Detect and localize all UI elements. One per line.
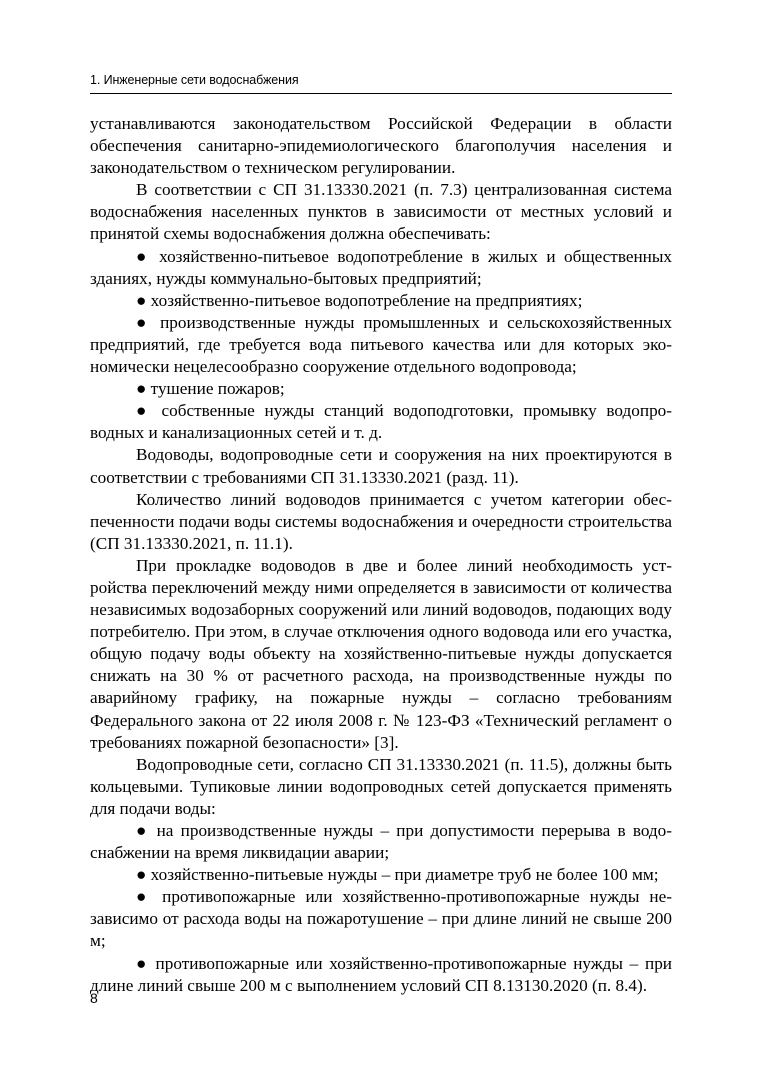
bullet-item: ● собственные нужды станций водоподготовки, промывку водопроводных и канализационных сетей и т. д. <box>90 401 672 443</box>
body-text <box>90 113 672 997</box>
bullet-item: ● противопожарные или хозяйственно-противопожарные нужды независимо от расхода воды на пожаротушение – при длине линий не свыше 200 м; <box>90 887 672 951</box>
paragraph: Водоводы, водопроводные сети и сооружения на них проектируются в соответствии с требованиями СП 31.13330.2021 (разд. 11). <box>90 445 672 487</box>
header-rule <box>90 93 672 94</box>
paragraph: Количество линий водоводов принимается с учетом категории обеспеченности подачи воды системы водоснабжения и очередности строительства (СП 31.13330.2021, п. 11.1). <box>90 489 672 553</box>
bullet-item: ● хозяйственно-питьевое водопотребление в жилых и общественных зданиях, нужды коммунально-бытовых предприятий; <box>90 246 672 288</box>
paragraph: При прокладке водоводов в две и более линий необходимость устройства переключений между ними определяется в зависимости от количества независимых водозаборных сооружений или линий водоводов, подающих воду потребителю. При этом, в случае отключения одного водовода или его участка, общую подачу воды объекту на хозяйственно-питьевые нужды допускается снижать на 30 % от расчетного расхода, на производственные нужды по аварийному графику, на пожарные нужды – согласно требованиям Федерального закона от 22 июля 2008 г. № 123-ФЗ «Технический регламент о требованиях пожарной безопасности» [3]. <box>90 555 672 752</box>
paragraph-intro: В соответствии с СП 31.13330.2021 (п. 7.3) централизованная система водоснабжения населенных пунктов в зависимости от местных условий и принятой схемы водоснабжения должна обеспечивать: <box>90 180 672 244</box>
page-number: 8 <box>90 990 98 1006</box>
bullet-item: ● производственные нужды промышленных и сельскохозяйственных предприятий, где требуется вода питьевого качества или для которых экономически нецелесообразно сооружение отдельного водопровода; <box>90 312 672 377</box>
running-header-title: 1. Инженерные сети водоснабжения <box>90 73 299 87</box>
bullet-item: ● хозяйственно-питьевые нужды – при диаметре труб не более 100 мм; <box>136 865 659 885</box>
bullet-item: ● тушение пожаров; <box>136 379 285 399</box>
bullet-item: ● хозяйственно-питьевое водопотребление на предприятиях; <box>136 290 583 310</box>
paragraph: Водопроводные сети, согласно СП 31.13330.2021 (п. 11.5), должны быть кольцевыми. Тупиковые линии водопроводных сетей допускается применять для подачи воды: <box>90 754 672 818</box>
bullet-item: ● противопожарные или хозяйственно-противопожарные нужды – при длине линий свыше 200 м с выполнением условий СП 8.13130.2020 (п. 8.4). <box>90 953 672 995</box>
bullet-item: ● на производственные нужды – при допустимости перерыва в водоснабжении на время ликвидации аварии; <box>90 821 672 863</box>
paragraph-continuation: устанавливаются законодательством Российской Федерации в области обеспечения санитарно-эпидемиологического благополучия населения и законодательством о техническом регулировании. <box>90 114 672 178</box>
